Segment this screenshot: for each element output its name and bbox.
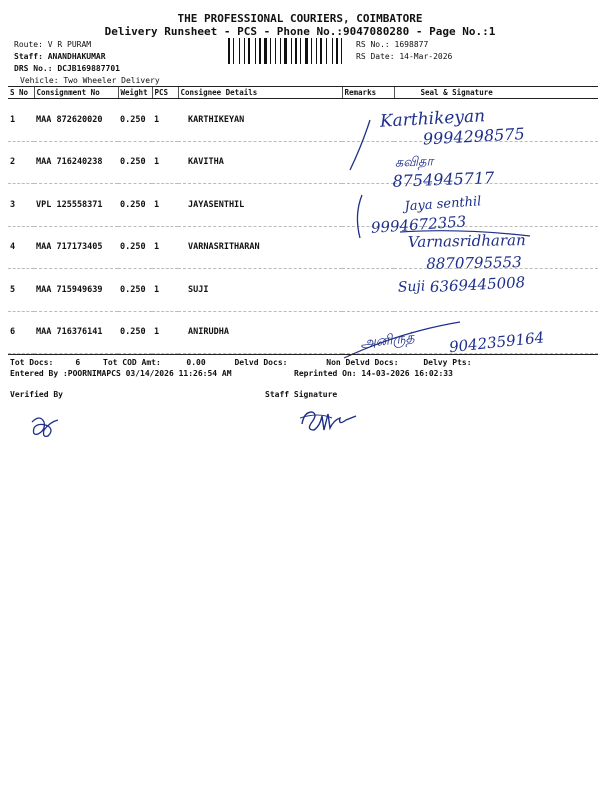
hand-phone-4: 8870795553 [426, 253, 522, 273]
hand-name-1: Karthikeyan [379, 106, 486, 132]
drs-label: DRS No.: [14, 64, 53, 73]
cell-consignee: KAVITHA [178, 141, 342, 184]
cell-weight: 0.250 [118, 269, 152, 312]
barcode-bar [284, 38, 287, 64]
cell-pcs: 1 [152, 269, 178, 312]
staff-line [14, 52, 106, 61]
cell-consignment: MAA 716240238 [34, 141, 118, 184]
barcode-bar [259, 38, 261, 64]
ink-stroke [357, 195, 362, 238]
barcode-bar [300, 38, 301, 64]
cell-sno: 4 [8, 226, 34, 269]
cell-sno: 1 [8, 99, 34, 142]
route-label: Route: [14, 40, 43, 49]
hand-name-6: அனிருத் [359, 329, 416, 352]
barcode-bar [268, 38, 269, 64]
barcode-bar [288, 38, 290, 64]
hand-phone-3: 9994672353 [370, 212, 467, 237]
cell-pcs: 1 [152, 99, 178, 142]
barcode-bar [295, 38, 297, 64]
barcode-bar [332, 38, 333, 64]
col-consignment: Consignment No [34, 87, 118, 99]
col-pcs: PCS [152, 87, 178, 99]
delvd-docs-label: Delvd Docs: [234, 358, 288, 367]
cell-sno: 5 [8, 269, 34, 312]
barcode-bar [270, 38, 271, 64]
cell-consignment: MAA 717173405 [34, 226, 118, 269]
barcode-bar [231, 38, 232, 64]
vehicle-label: Vehicle: [20, 76, 59, 85]
rs-no-value: 1698877 [394, 40, 429, 49]
cell-consignee: JAYASENTHIL [178, 184, 342, 227]
barcode-bar [275, 38, 276, 64]
barcode-bar [251, 38, 254, 64]
barcode-bar [239, 38, 240, 64]
cell-weight: 0.250 [118, 311, 152, 354]
col-remarks: Remarks [342, 87, 394, 99]
hand-name-4: Varnasridharan [407, 231, 526, 252]
non-delvd-docs-label: Non Delvd Docs: [326, 358, 399, 367]
cell-sno: 6 [8, 311, 34, 354]
tot-cod-label: Tot COD Amt: [103, 358, 161, 367]
barcode-bar [328, 38, 331, 64]
barcode-bar [282, 38, 283, 64]
rs-date-value: 14-Mar-2026 [399, 52, 453, 61]
barcode-bar [246, 38, 247, 64]
barcode [228, 38, 352, 64]
tot-cod-value: 0.00 [186, 358, 206, 367]
barcode-bar [233, 38, 234, 64]
hand-name-2: கவிதா [394, 154, 434, 171]
barcode-bar [255, 38, 256, 64]
summary-line [10, 358, 472, 367]
staff-label: Staff: [14, 52, 43, 61]
staff-signature-label: Staff Signature [265, 390, 338, 399]
delvy-pts-label: Delvy Pts: [423, 358, 472, 367]
company-name: THE PROFESSIONAL COURIERS, COIMBATORE [177, 12, 423, 25]
barcode-bar [341, 38, 342, 64]
hand-phone-1: 9994298575 [422, 124, 526, 149]
drs-line [14, 64, 120, 73]
cell-weight: 0.250 [118, 184, 152, 227]
barcode-bar [298, 38, 299, 64]
col-weight: Weight [118, 87, 152, 99]
cell-pcs: 1 [152, 141, 178, 184]
barcode-bar [311, 38, 312, 64]
col-consignee: Consignee Details [178, 87, 342, 99]
rs-no-line [356, 40, 428, 49]
reprinted-on: Reprinted On: 14-03-2026 16:02:33 [294, 369, 453, 378]
table-header-row [8, 87, 598, 99]
barcode-bar [320, 38, 322, 64]
tot-docs-label: Tot Docs: [10, 358, 54, 367]
hand-phone-5: 6369445008 [429, 273, 526, 297]
staff-value: ANANDHAKUMAR [47, 52, 106, 61]
hand-phone-2: 8754945717 [392, 168, 495, 191]
barcode-bar [244, 38, 245, 64]
col-seal-signature: Seal & Signature [394, 87, 598, 99]
barcode-bar [323, 38, 325, 64]
cell-pcs: 1 [152, 311, 178, 354]
verified-by-label: Verified By [10, 390, 63, 399]
cell-consignee: KARTHIKEYAN [178, 99, 342, 142]
hand-name-5: Suji [397, 278, 426, 296]
cell-consignee: ANIRUDHA [178, 311, 342, 354]
route-line [14, 40, 91, 49]
drs-value: DCJB169887701 [57, 64, 120, 73]
vehicle-value: Two Wheeler Delivery [63, 76, 160, 85]
hand-name-3: Jaya senthil [404, 194, 482, 215]
barcode-bar [291, 38, 292, 64]
hand-phone-6: 9042359164 [448, 328, 546, 357]
vehicle-line [20, 76, 160, 85]
barcode-bar [334, 38, 335, 64]
handwritten-signatures [340, 100, 600, 370]
cell-consignment: MAA 716376141 [34, 311, 118, 354]
cell-consignee: SUJI [178, 269, 342, 312]
barcode-bar [280, 38, 281, 64]
cell-weight: 0.250 [118, 141, 152, 184]
col-sno: S No [8, 87, 34, 99]
staff-signature [298, 404, 358, 436]
cell-consignee: VARNASRITHARAN [178, 226, 342, 269]
tot-docs-value: 6 [75, 358, 81, 367]
barcode-bar [326, 38, 327, 64]
barcode-bar [318, 38, 319, 64]
barcode-bar [302, 38, 304, 64]
barcode-bar [313, 38, 315, 64]
barcode-bar [336, 38, 338, 64]
cell-consignment: VPL 125558371 [34, 184, 118, 227]
cell-sno: 2 [8, 141, 34, 184]
cell-consignment: MAA 872620020 [34, 99, 118, 142]
barcode-bar [262, 38, 263, 64]
barcode-bar [305, 38, 308, 64]
cell-pcs: 1 [152, 184, 178, 227]
rs-no-label: RS No.: [356, 40, 390, 49]
cell-weight: 0.250 [118, 99, 152, 142]
cell-pcs: 1 [152, 226, 178, 269]
barcode-bar [272, 38, 274, 64]
cell-consignment: MAA 715949639 [34, 269, 118, 312]
entered-by: Entered By :POORNIMAPCS 03/14/2026 11:26:54 AM [10, 369, 232, 378]
barcode-bar [257, 38, 258, 64]
route-value: V R PURAM [47, 40, 92, 49]
barcode-bar [235, 38, 238, 64]
barcode-bar [248, 38, 250, 64]
barcode-bar [277, 38, 279, 64]
barcode-bar [241, 38, 243, 64]
rs-date-line [356, 52, 452, 61]
runsheet-title: Delivery Runsheet - PCS - Phone No.:9047080280 - Page No.:1 [104, 25, 496, 38]
ink-stroke [350, 120, 370, 170]
barcode-bar [339, 38, 340, 64]
summary-divider [8, 354, 598, 355]
verifier-signature [28, 412, 62, 442]
barcode-bar [316, 38, 317, 64]
barcode-bar [293, 38, 294, 64]
rs-date-label: RS Date: [356, 52, 395, 61]
barcode-bar [309, 38, 310, 64]
cell-weight: 0.250 [118, 226, 152, 269]
cell-sno: 3 [8, 184, 34, 227]
barcode-bar [228, 38, 230, 64]
barcode-bar [264, 38, 267, 64]
